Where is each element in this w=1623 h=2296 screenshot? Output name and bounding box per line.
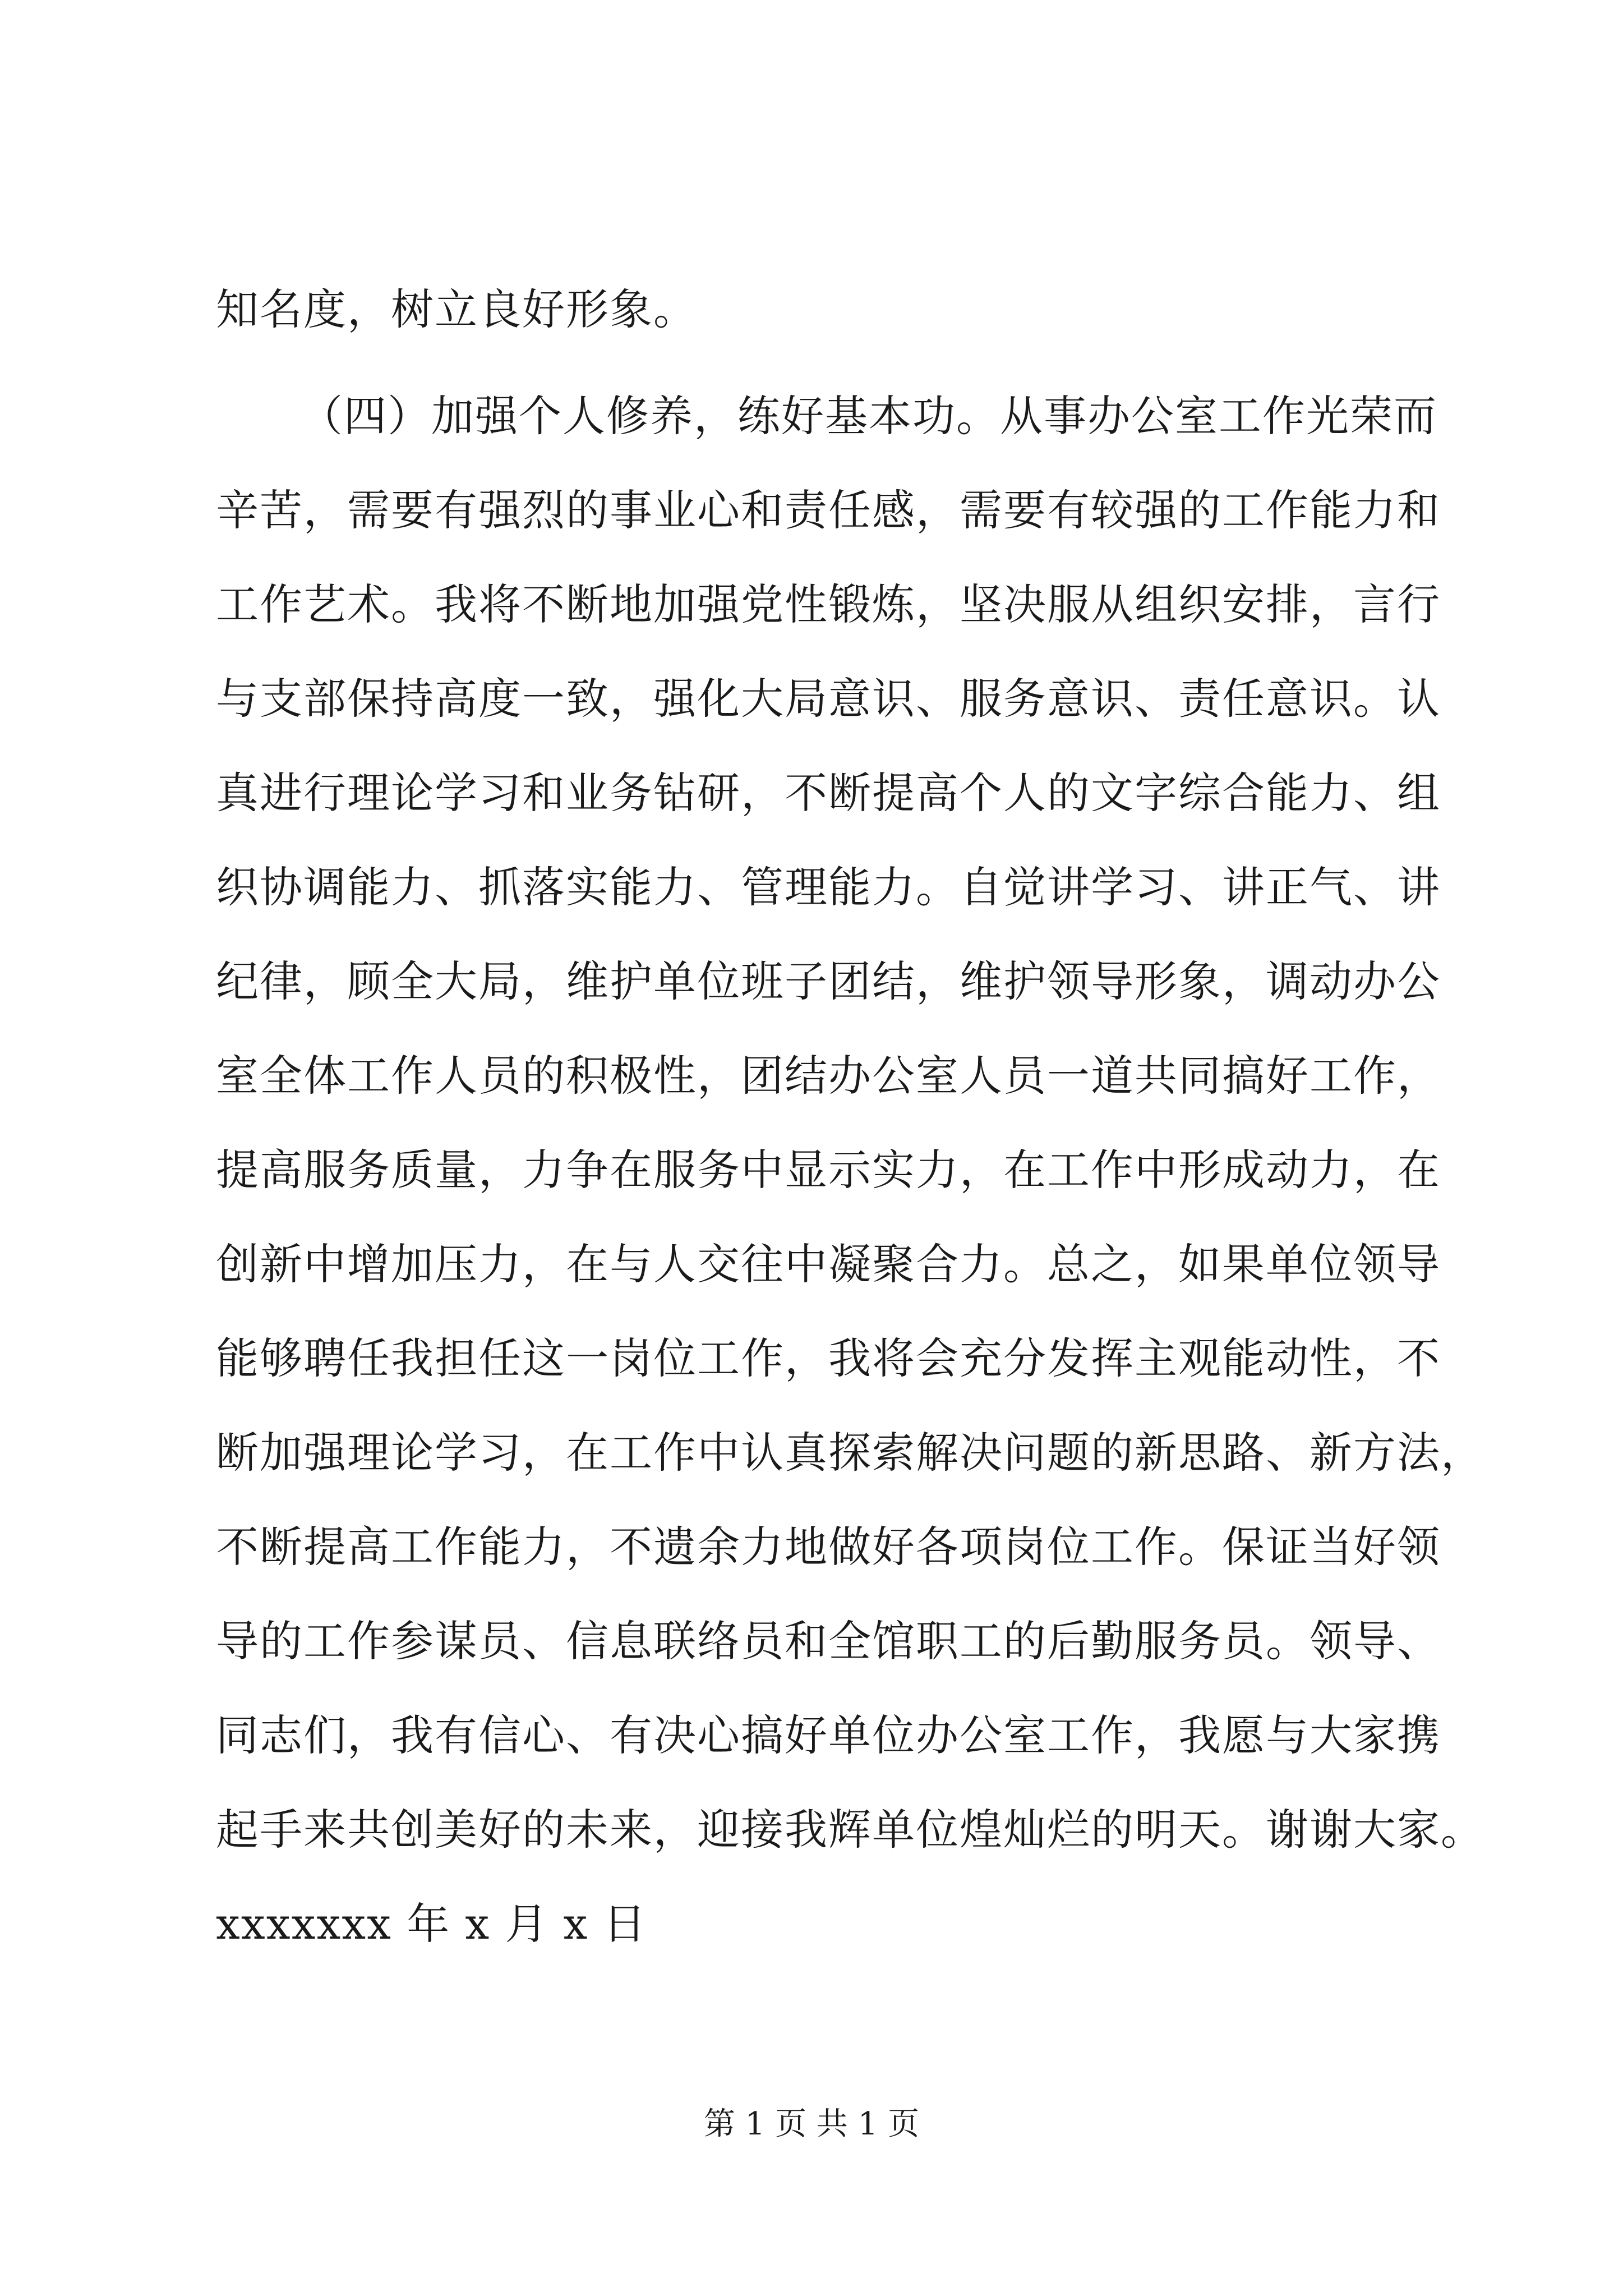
text-line: 织协调能力、抓落实能力、管理能力。自觉讲学习、讲正气、讲 xyxy=(216,862,1441,912)
page-footer: 第 1 页 共 1 页 xyxy=(703,2106,920,2142)
text-line: 室全体工作人员的积极性，团结办公室人员一道共同搞好工作， xyxy=(216,1051,1441,1101)
text-line: 创新中增加压力，在与人交往中凝聚合力。总之，如果单位领导 xyxy=(216,1239,1441,1289)
text-line: 提高服务质量，力争在服务中显示实力，在工作中形成动力，在 xyxy=(216,1145,1441,1195)
text-line: 同志们，我有信心、有决心搞好单位办公室工作，我愿与大家携 xyxy=(216,1710,1441,1760)
text-line: 辛苦，需要有强烈的事业心和责任感，需要有较强的工作能力和 xyxy=(216,485,1441,535)
paragraph-start-line: （四）加强个人修养，练好基本功。从事办公室工作光荣而 xyxy=(300,391,1437,441)
date-line: xxxxxxx 年 x 月 x 日 xyxy=(216,1899,647,1949)
text-line: 能够聘任我担任这一岗位工作，我将会充分发挥主观能动性，不 xyxy=(216,1333,1441,1383)
text-line: 纪律，顾全大局，维护单位班子团结，维护领导形象，调动办公 xyxy=(216,956,1441,1006)
text-line: 起手来共创美好的未来，迎接我辉单位煌灿烂的明天。谢谢大家。 xyxy=(216,1805,1484,1855)
text-line: 知名度，树立良好形象。 xyxy=(216,284,697,334)
text-line: 与支部保持高度一致，强化大局意识、服务意识、责任意识。认 xyxy=(216,674,1441,724)
text-line: 不断提高工作能力，不遗余力地做好各项岗位工作。保证当好领 xyxy=(216,1522,1441,1572)
text-line: 真进行理论学习和业务钻研，不断提高个人的文字综合能力、组 xyxy=(216,768,1441,818)
text-line: 断加强理论学习，在工作中认真探索解决问题的新思路、新方法， xyxy=(216,1428,1484,1478)
text-line: 导的工作参谋员、信息联络员和全馆职工的后勤服务员。领导、 xyxy=(216,1616,1441,1666)
text-line: 工作艺术。我将不断地加强党性锻炼，坚决服从组织安排，言行 xyxy=(216,579,1441,629)
